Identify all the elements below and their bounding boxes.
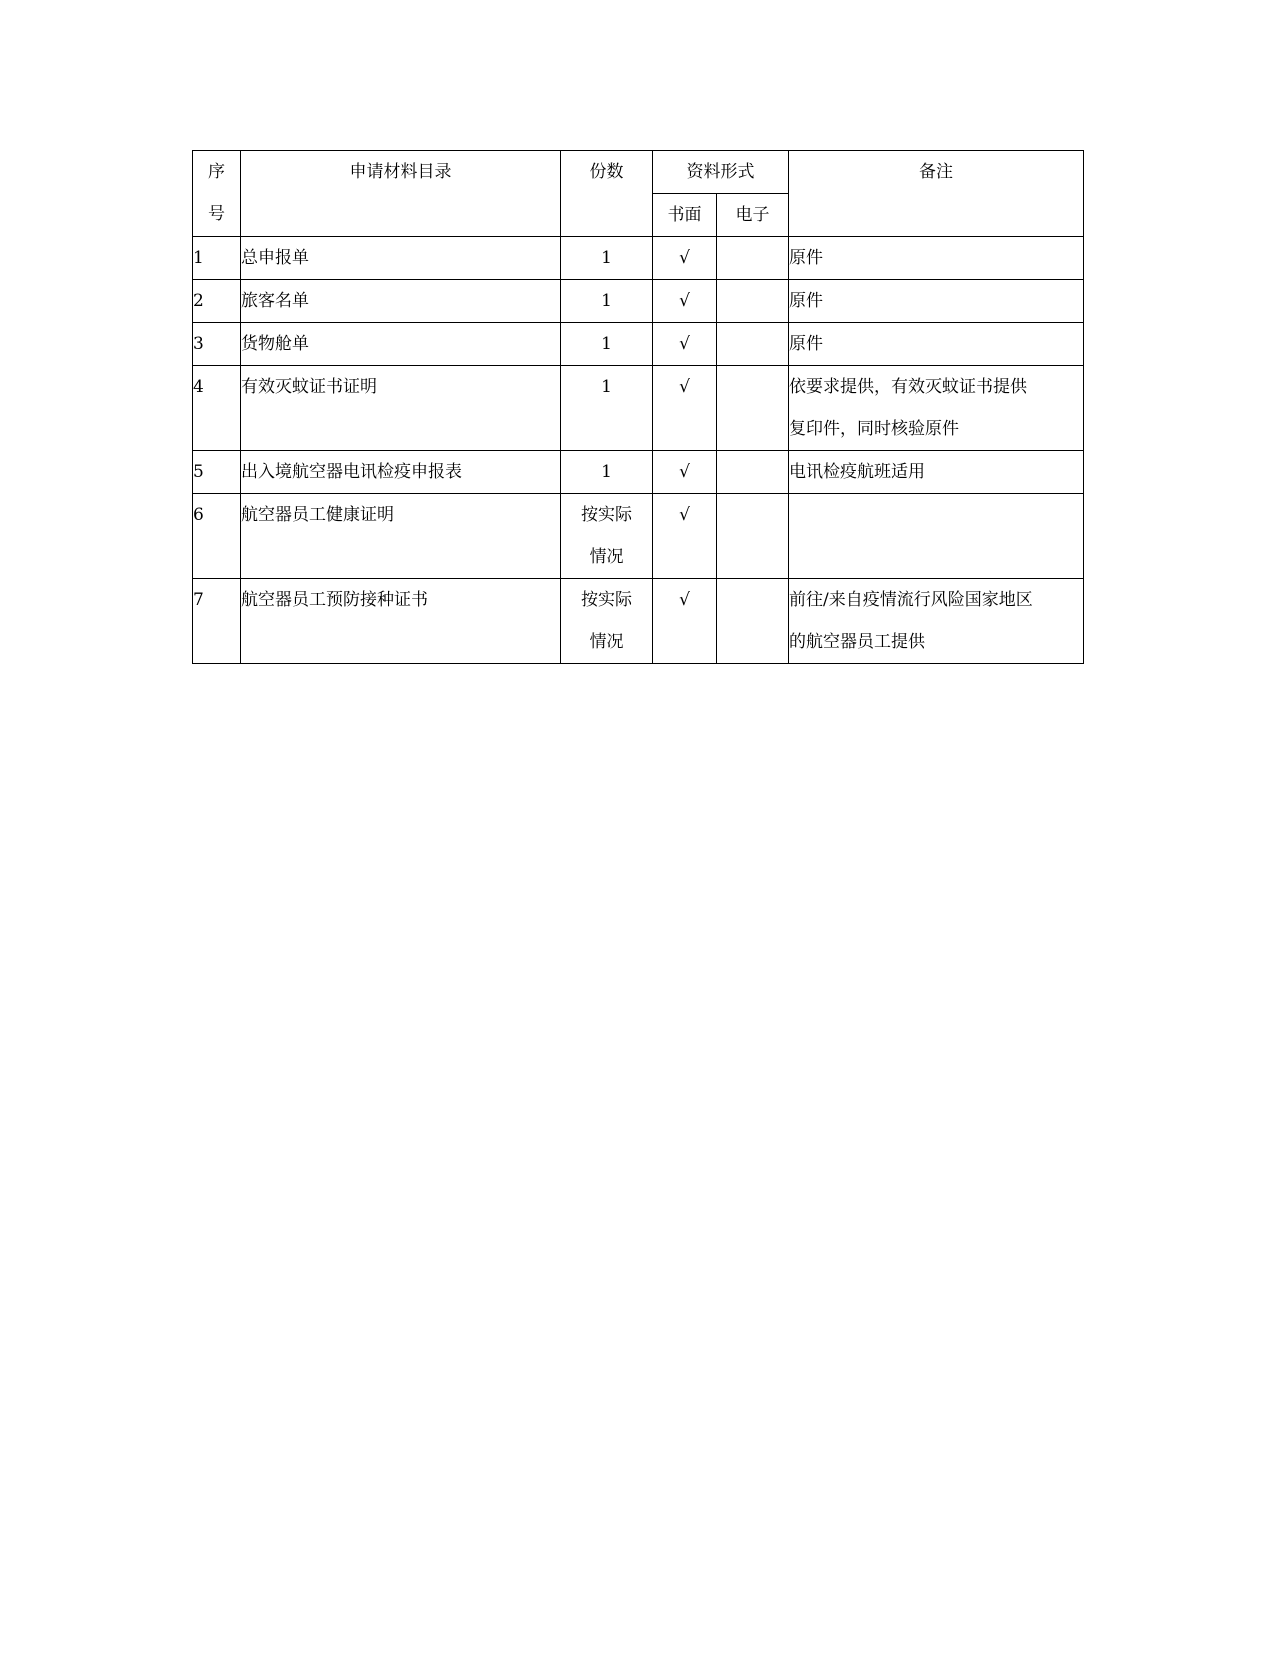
row-name-text: 总申报单 [241,248,309,268]
row-name-text: 航空器员工健康证明 [241,505,394,525]
table-row [193,280,1084,323]
row-name-text: 旅客名单 [241,291,309,311]
row-seq-text: 4 [193,377,204,397]
row-seq [193,323,241,366]
header-seq [193,151,241,237]
row-seq [193,366,241,451]
table-row [193,237,1084,280]
row-name [241,323,561,366]
row-seq [193,579,241,664]
row-copies-text: 按实际 [581,590,632,610]
row-copies-text: 按实际 [581,505,632,525]
header-name: 申请材料目录 [241,151,561,237]
row-paper [653,579,717,664]
table-row [193,323,1084,366]
row-electronic [717,366,789,451]
row-note [789,280,1084,323]
row-name-text: 出入境航空器电讯检疫申报表 [241,462,462,482]
row-copies [561,494,653,579]
row-note-text: 原件 [789,248,823,268]
row-paper [653,237,717,280]
application-materials-table [192,150,1084,664]
row-seq [193,237,241,280]
row-note-text: 依要求提供，有效灭蚊证书提供 [789,377,1027,397]
table-body [193,237,1084,664]
row-paper [653,280,717,323]
row-electronic [717,494,789,579]
row-note-text: 前往/来自疫情流行风险国家地区 [789,590,1033,610]
row-electronic [717,323,789,366]
row-paper [653,494,717,579]
row-note-text-line2: 的航空器员工提供 [789,632,925,652]
row-seq-text: 2 [193,291,204,311]
row-seq [193,451,241,494]
row-electronic [717,579,789,664]
header-seq-line2: 号 [208,204,225,224]
row-electronic [717,280,789,323]
row-copies [561,323,653,366]
row-seq-text: 3 [193,334,204,354]
row-electronic [717,237,789,280]
row-name [241,579,561,664]
row-note-text: 电讯检疫航班适用 [789,462,925,482]
row-seq-text: 1 [193,248,204,268]
row-copies-text: 1 [601,248,612,268]
row-note [789,323,1084,366]
row-name [241,366,561,451]
row-electronic [717,451,789,494]
header-electronic: 电子 [717,194,789,237]
row-name [241,451,561,494]
row-paper-check: √ [679,248,690,268]
row-note [789,494,1084,579]
row-paper-check: √ [679,291,690,311]
row-note [789,237,1084,280]
row-paper-check: √ [679,590,690,610]
row-note-text-line2: 复印件，同时核验原件 [789,419,959,439]
header-paper: 书面 [653,194,717,237]
row-note [789,366,1084,451]
row-paper-check: √ [679,334,690,354]
row-seq-text: 5 [193,462,204,482]
row-copies [561,366,653,451]
row-copies-text: 1 [601,377,612,397]
row-note [789,451,1084,494]
row-note [789,579,1084,664]
header-format: 资料形式 [653,151,789,194]
row-name [241,280,561,323]
row-copies-text-line2: 情况 [589,632,624,652]
table-row [193,451,1084,494]
row-copies-text: 1 [601,334,612,354]
row-paper-check: √ [679,505,690,525]
row-copies [561,579,653,664]
header-note: 备注 [789,151,1084,237]
row-seq [193,494,241,579]
table-row [193,579,1084,664]
row-name-text: 货物舱单 [241,334,309,354]
row-copies-text: 1 [601,462,612,482]
row-seq-text: 7 [193,590,204,610]
row-name-text: 有效灭蚊证书证明 [241,377,377,397]
row-copies [561,237,653,280]
row-name [241,494,561,579]
header-copies: 份数 [561,151,653,237]
row-name-text: 航空器员工预防接种证书 [241,590,428,610]
row-paper [653,366,717,451]
row-paper [653,323,717,366]
row-name [241,237,561,280]
row-paper-check: √ [679,462,690,482]
row-seq-text: 6 [193,505,204,525]
row-paper [653,451,717,494]
row-note-text: 原件 [789,334,823,354]
row-copies [561,451,653,494]
row-seq [193,280,241,323]
row-paper-check: √ [679,377,690,397]
table-header-row [193,151,1084,194]
row-copies-text: 1 [601,291,612,311]
header-seq-line1: 序 [208,162,225,182]
row-copies [561,280,653,323]
table-row [193,366,1084,451]
table-row [193,494,1084,579]
row-copies-text-line2: 情况 [589,547,624,567]
row-note-text: 原件 [789,291,823,311]
